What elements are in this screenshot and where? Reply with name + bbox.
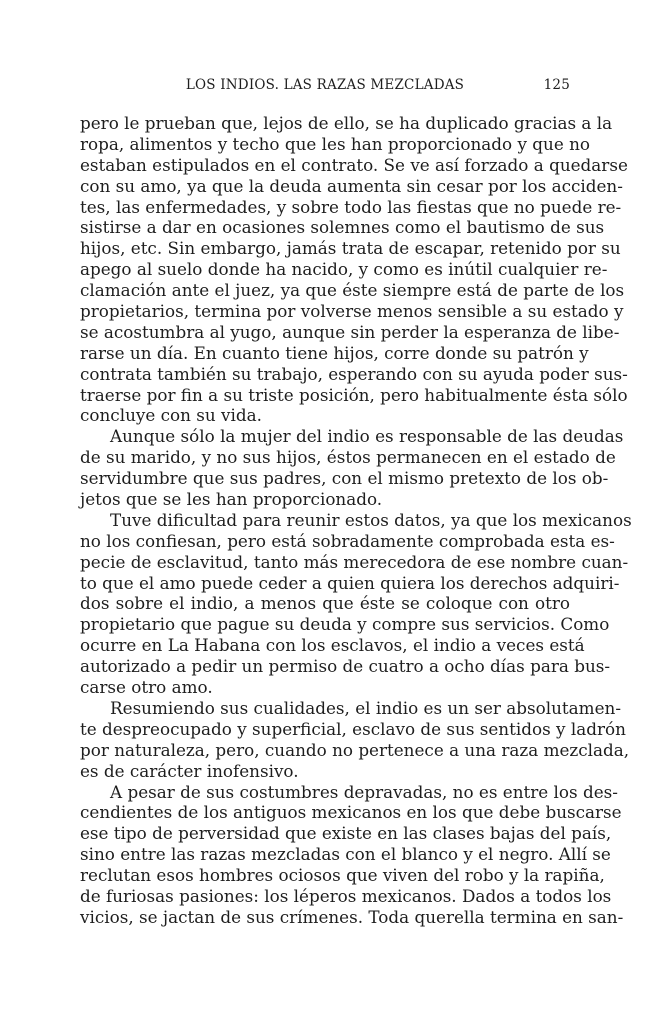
text-line: sistirse a dar en ocasiones solemnes como el bautismo de sus [80,217,605,238]
text-line: de furiosas pasiones: los léperos mexicanos. Dados a todos los [80,885,612,906]
text-line: te despreocupado y superficial, esclavo de sus sentidos y ladrón [80,718,626,739]
text-line: concluye con su vida. [80,405,262,426]
text-line: por naturaleza, pero, cuando no pertenece a una raza mezclada, [80,739,630,760]
text-line: tes, las enfermedades, y sobre todo las fiestas que no puede re- [80,196,622,217]
running-title: LOS INDIOS. LAS RAZAS MEZCLADAS [185,77,465,93]
page-number: 125 [543,77,570,93]
text-line: reclutan esos hombres ociosos que viven del robo y la rapiña, [80,865,605,886]
text-line: carse otro amo. [80,677,213,698]
text-line: Tuve dificultad para reunir estos datos, ya que los mexicanos [110,509,632,530]
text-line: apego al suelo donde ha nacido, y como es inútil cualquier re- [80,259,608,280]
text-line: pecie de esclavitud, tanto más merecedora de ese nombre cuan- [80,551,629,572]
text-line: propietarios, termina por volverse menos sensible a su estado y [80,301,624,322]
text-line: de su marido, y no sus hijos, éstos permanecen en el estado de [80,447,616,468]
text-line: ropa, alimentos y techo que les han proporcionado y que no [80,133,591,154]
text-line: pero le prueban que, lejos de ello, se ha duplicado gracias a la [80,113,613,133]
text-line: sino entre las razas mezcladas con el blanco y el negro. Allí se [80,844,611,865]
body-text [80,113,632,928]
text-line: contrata también su trabajo, esperando con su ayuda poder sus- [80,363,628,384]
text-line: Resumiendo sus cualidades, el indio es un ser absolutamen- [110,697,621,718]
text-line: clamación ante el juez, ya que éste siempre está de parte de los [80,280,625,301]
text-line: vicios, se jactan de sus crímenes. Toda querella termina en san- [80,906,624,927]
text-line: traerse por fin a su triste posición, pero habitualmente ésta sólo [80,384,628,405]
text-line: no los confiesan, pero está sobradamente comprobada esta es- [80,530,615,551]
text-line: propietario que pague su deuda y compre sus servicios. Como [80,614,610,635]
text-line: to que el amo puede ceder a quien quiera los derechos adquiri- [80,572,620,593]
text-line: ocurre en La Habana con los esclavos, el indio a veces está [80,635,585,656]
text-line: hijos, etc. Sin embargo, jamás trata de escapar, retenido por su [80,238,621,259]
text-line: cendientes de los antiguos mexicanos en los que debe buscarse [80,802,622,823]
text-line: dos sobre el indio, a menos que éste se coloque con otro [80,593,570,614]
text-line: con su amo, ya que la deuda aumenta sin cesar por los acciden- [80,175,623,196]
text-line: autorizado a pedir un permiso de cuatro a ocho días para bus- [80,656,611,677]
text-line: jetos que se les han proporcionado. [80,489,383,510]
text-line: es de carácter inofensivo. [80,760,299,781]
text-line: Aunque sólo la mujer del indio es responsable de las deudas [110,426,624,447]
text-line: rarse un día. En cuanto tiene hijos, corre donde su patrón y [80,342,589,363]
running-header [80,77,570,93]
text-line: se acostumbra al yugo, aunque sin perder la esperanza de libe- [80,321,620,342]
text-line: servidumbre que sus padres, con el mismo pretexto de los ob- [80,468,609,489]
text-line: A pesar de sus costumbres depravadas, no es entre los des- [110,781,618,802]
text-line: ese tipo de perversidad que existe en las clases bajas del país, [80,823,612,844]
text-line: estaban estipulados en el contrato. Se ve así forzado a quedarse [80,154,628,175]
